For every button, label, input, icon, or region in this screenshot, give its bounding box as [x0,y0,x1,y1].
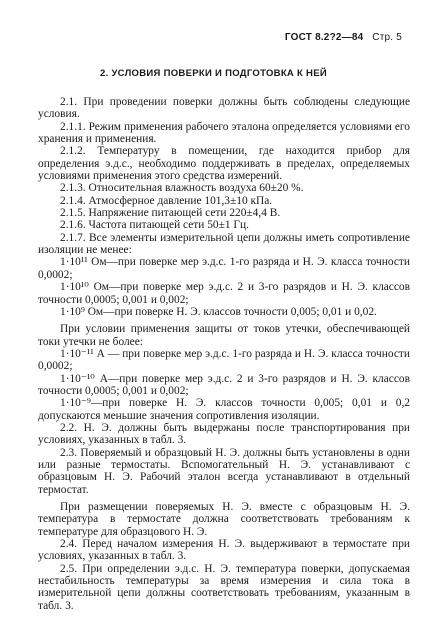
leakage-intro: При условии применения защиты от токов утечки, обеспечивающей токи утечки не более: [38,323,410,348]
leakage-item-3: 1·10⁻⁹—при поверке Н. Э. классов точности 0,005; 0,01 и 0,2 допускаются меньшие значения сопротивления изоляции. [38,397,410,422]
paragraph-2-1-3: 2.1.3. Относительная влажность воздуха 60±20 %. [60,182,304,195]
paragraph-2-1-1: 2.1.1. Режим применения рабочего эталона определяется условиями его хранения и применения. [38,120,410,146]
page-header [285,32,402,43]
page-number: 5 [396,32,402,43]
paragraph-2-4: 2.4. Перед началом измерения Н. Э. выдерживают в термостате при условиях, указанных в табл. 3. [38,538,410,563]
gost-label: ГОСТ [284,32,313,43]
paragraph-2-1-2: 2.1.2. Температуру в помещении, где находится прибор для определения э.д.с., необходимо поддерживать в пределах, определяемых условиями применения этого средства измерений. [38,145,410,183]
paragraph-2-1-6: 2.1.6. Частота питающей сети 50±1 Гц. [60,219,249,232]
paragraph-2-1-5: 2.1.5. Напряжение питающей сети 220±4,4 В. [60,207,281,220]
paragraph-2-2: 2.2. Н. Э. должны быть выдержаны после транспортирования при условиях, указанных в табл. 3. [38,421,410,447]
paragraph-2-1-7: 2.1.7. Все элементы измерительной цепи должны иметь сопротивление изоляции не менее: [38,231,410,257]
resistance-item-3: 1·10⁹ Ом—при поверке Н. Э. классов точности 0,005; 0,01 и 0,02. [60,305,377,318]
paragraph-2-1: 2.1. При проведении поверки должны быть соблюдены следующие условия. [38,96,410,121]
section-title: 2. УСЛОВИЯ ПОВЕРКИ И ПОДГОТОВКА К НЕЙ [100,68,327,79]
placement-paragraph: При размещении поверяемых Н. Э. вместе с образцовым Н. Э. температура в термостате должна соответствовать требованиям к температуре для образцового Н. Э. [38,501,410,538]
leakage-item-2: 1·10⁻¹⁰ А—при поверке мер э.д.с. 2 и 3-го разрядов и Н. Э. классов точности 0,0005; 0,001 и 0,002; [38,372,410,397]
page-label: Стр. [372,32,394,43]
paragraph-2-3: 2.3. Поверяемый и образцовый Н. Э. должны быть установлены в одни или разные термостаты. Вспомогательный Н. Э. устанавливают с образцовым Н. Э. Рабочий эталон всегда устанавливают в отдельный термостат. [38,446,410,496]
paragraph-2-1-4: 2.1.4. Атмосферное давление 101,3±10 кПа. [60,194,273,207]
gost-number: 8.2?2—84 [315,32,364,43]
resistance-item-1: 1·10¹¹ Ом—при поверке мер э.д.с. 1-го разряда и Н. Э. класса точности 0,0002; [38,256,410,281]
document-body [38,96,410,612]
paragraph-2-5: 2.5. При определении э.д.с. Н. Э. температура поверки, допускаемая нестабильность температуры за время измерения и сила тока в измерительной цепи должны соответствовать требованиям, указанным в табл. 3. [38,562,410,612]
leakage-item-1: 1·10⁻¹¹ А — при поверке мер э.д.с. 1-го разряда и Н. Э. класса точности 0,0002; [38,347,410,373]
resistance-item-2: 1·10¹⁰ Ом—при поверке мер э.д.с. 2 и 3-го разрядов и Н. Э. классов точности 0,0005; 0,001 и 0,002; [38,281,410,306]
